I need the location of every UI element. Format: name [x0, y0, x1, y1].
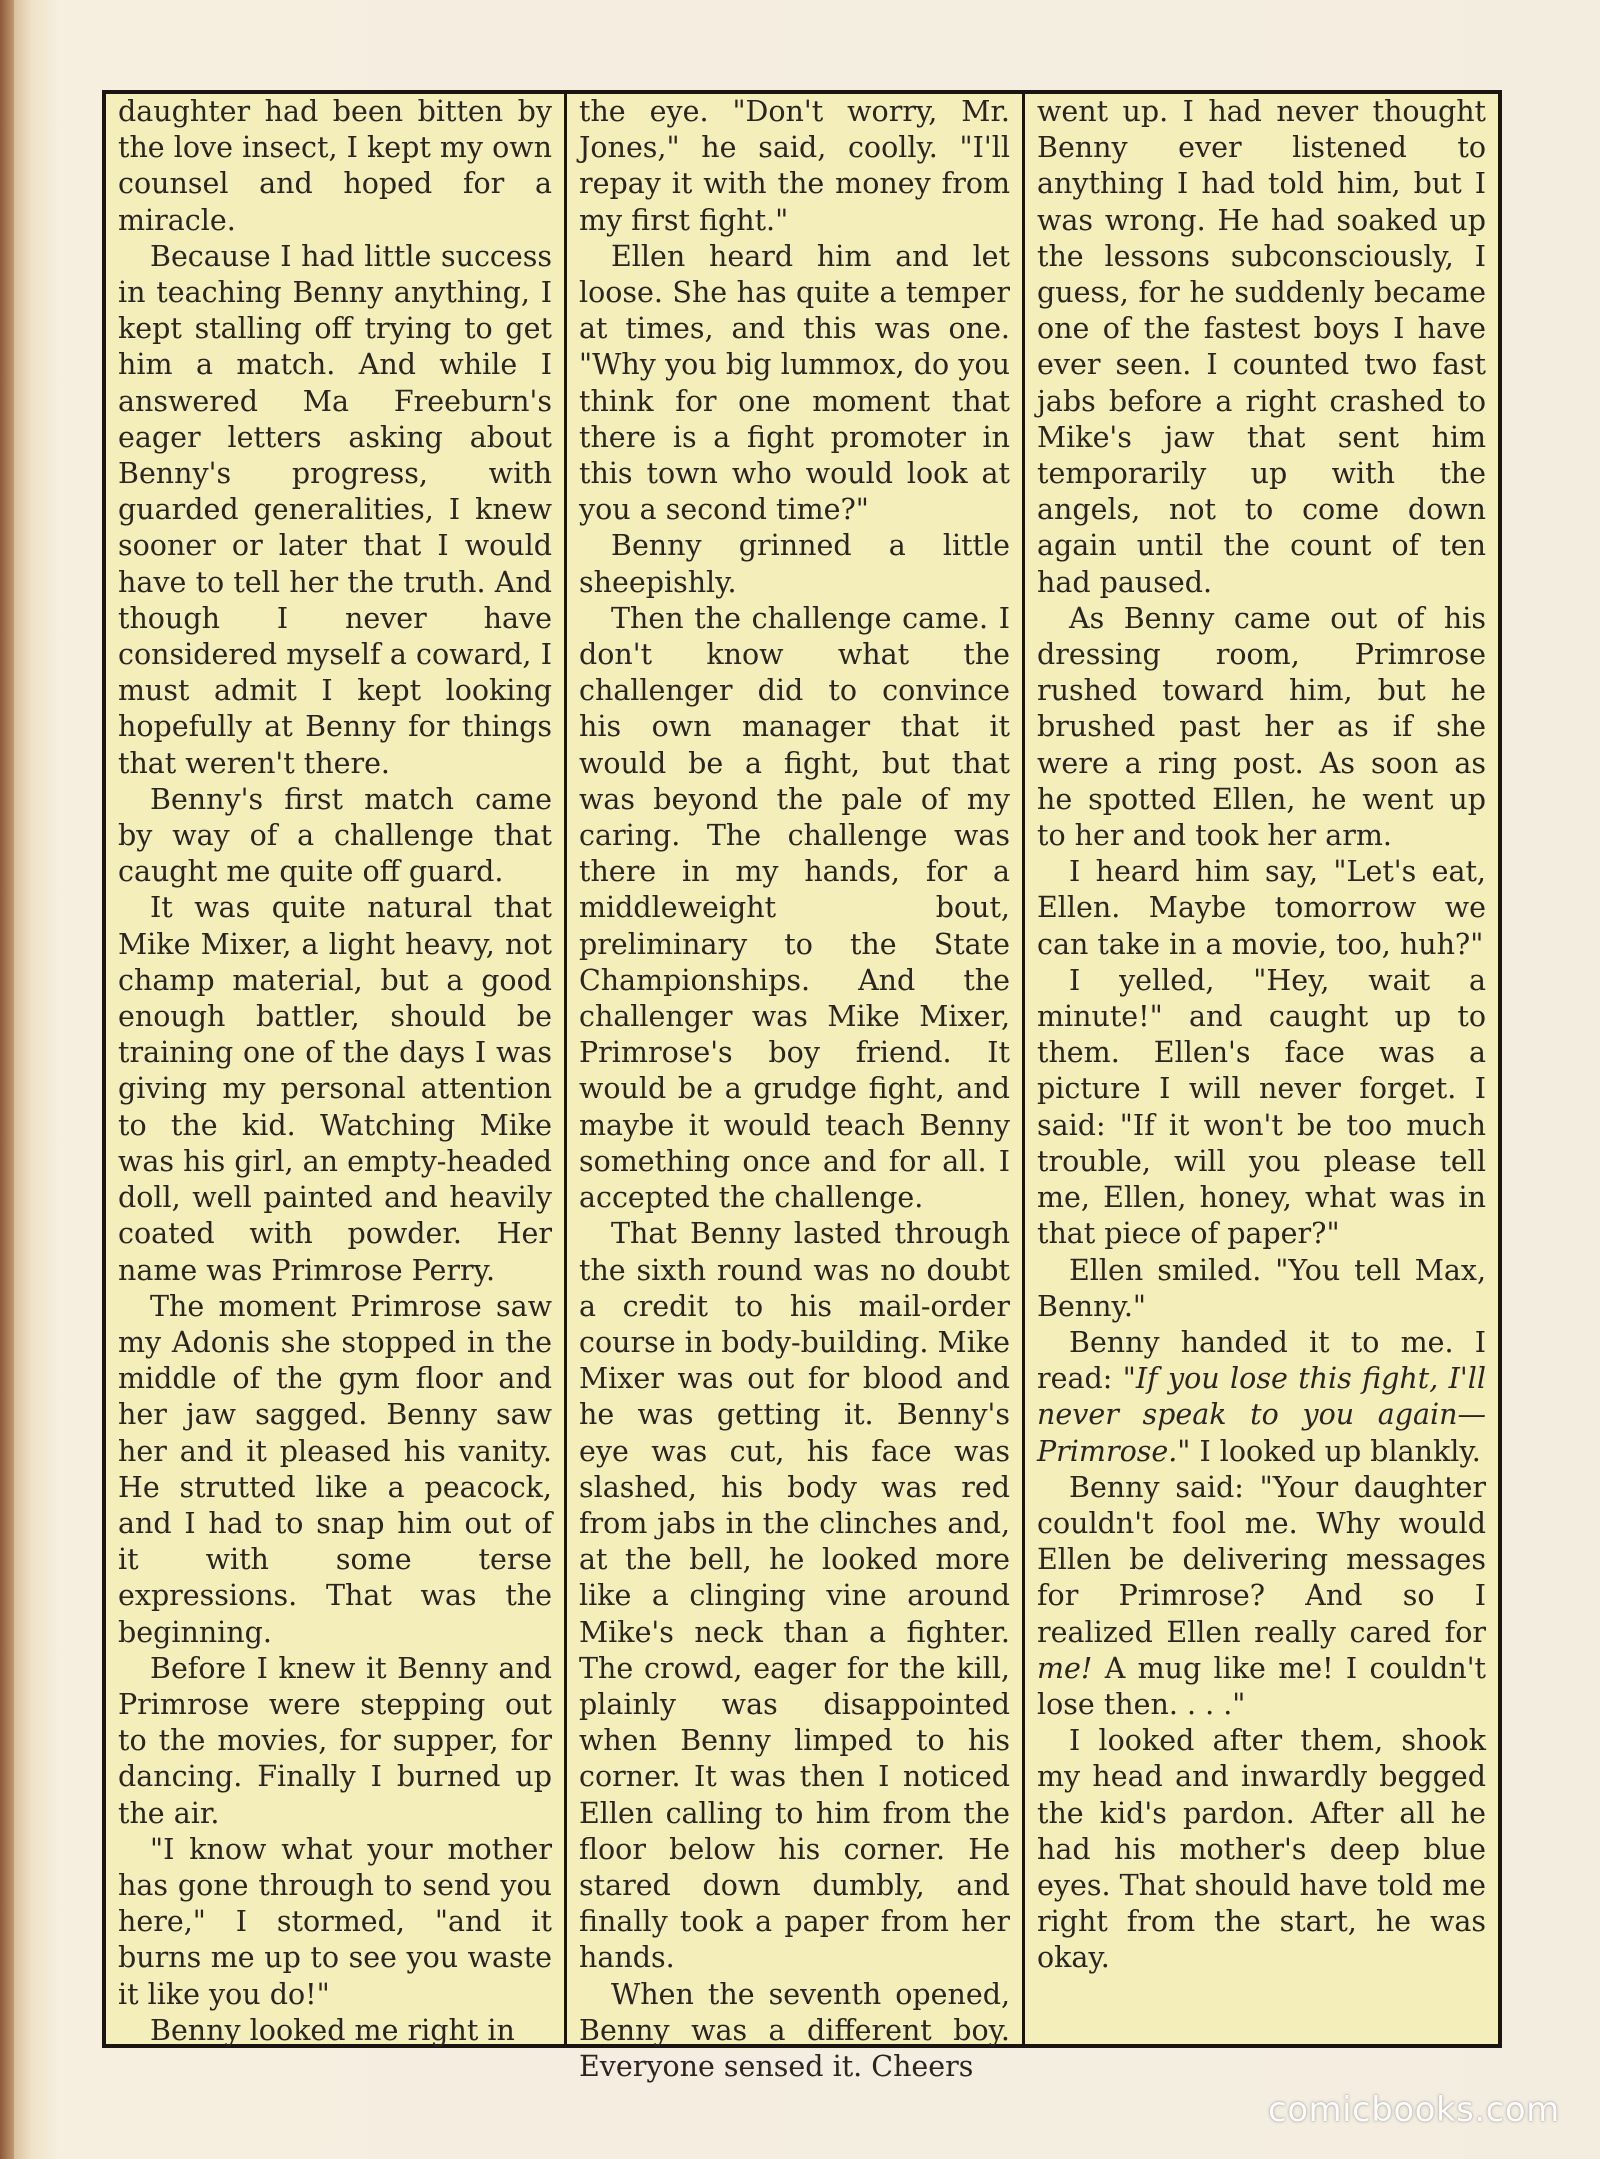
text-column-2 — [564, 94, 1022, 2083]
text-run: A mug like me! I couldn't lose then. . . ." — [1037, 1651, 1486, 1721]
paragraph: I looked after them, shook my head and inwardly begged the kid's pardon. After all he had his mother's deep blue eyes. That should have told me right from the start, he was okay. — [1037, 1724, 1486, 1975]
paragraph: I yelled, "Hey, wait a minute!" and caught up to them. Ellen's face was a picture I will never forget. I said: "If it won't be too much trouble, will you please tell me, Ellen, honey, what was in that piece of paper?" — [1037, 963, 1486, 1251]
paragraph: That Benny lasted through the sixth round was no doubt a credit to his mail-order course in body-building. Mike Mixer was out for blood and he was getting it. Benny's eye was cut, his face was slashed, his body was red from jabs in the clinches and, at the bell, he looked more like a clinging vine around Mike's neck than a fighter. The crowd, eager for the kill, plainly was disappointed when Benny limped to his corner. It was then I noticed Ellen calling to him from the floor below his corner. He stared down dumbly, and finally took a paper from her hands. — [579, 1217, 1010, 1975]
paragraph: Because I had little success in teaching Benny anything, I kept stalling off trying to get him a match. And while I answered Ma Freeburn's eager letters asking about Benny's progress, with guarded generalities, I knew sooner or later that I would have to tell her the truth. And though I never have considered myself a coward, I must admit I kept looking hopefully at Benny for things that weren't there. — [118, 239, 552, 780]
italic-text: "If you lose this fight, I'll never speak to you again—Primrose." — [1037, 1362, 1486, 1468]
paragraph: Then the challenge came. I don't know what the challenger did to convince his own manager that it would be a fight, but that was beyond the pale of my caring. The challenge was there in my hands, for a middleweight bout, preliminary to the State Championships. And the challenger was Mike Mixer, Primrose's boy friend. It would be a grudge fight, and maybe it would teach Benny something once and for all. I accepted the challenge. — [579, 601, 1010, 1215]
paragraph: Ellen smiled. "You tell Max, Benny." — [1037, 1253, 1486, 1323]
paragraph: The moment Primrose saw my Adonis she stopped in the middle of the gym floor and her jaw sagged. Benny saw her and it pleased his vanity. He strutted like a peacock, and I had to snap him out of it with some terse expressions. That was the beginning. — [118, 1289, 552, 1649]
watermark: comicbooks.com — [1268, 2090, 1560, 2130]
paragraph: Benny looked me right in — [150, 2013, 515, 2047]
text-run: I looked up blankly. — [1190, 1434, 1481, 1468]
paragraph: Benny's first match came by way of a challenge that caught me quite off guard. — [118, 782, 552, 889]
paragraph: It was quite natural that Mike Mixer, a light heavy, not champ material, but a good enough battler, should be training one of the days I was giving my personal attention to the kid. Watching Mike was his girl, an empty-headed doll, well painted and heavily coated with powder. Her name was Primrose Perry. — [118, 891, 552, 1287]
text-run: Benny handed it to me. I read: — [1037, 1325, 1486, 1396]
text-frame — [102, 90, 1502, 2083]
paragraph: Ellen heard him and let loose. She has quite a temper at times, and this was one. "Why you big lummox, do you think for one moment that there is a fight promoter in this town who would look at you a second time?" — [579, 239, 1010, 527]
paragraph: daughter had been bitten by the love insect, I kept my own counsel and hoped for a miracle. — [118, 95, 552, 237]
text-column-3 — [1022, 94, 1498, 2044]
paragraph: When the seventh opened, Benny was a different boy. Everyone sensed it. Cheers — [579, 1977, 1010, 2083]
paragraph — [1037, 1325, 1486, 1470]
paragraph: I heard him say, "Let's eat, Ellen. Maybe tomorrow we can take in a movie, too, huh?" — [1037, 855, 1486, 961]
page-spine-edge — [0, 0, 14, 2159]
paragraph: As Benny came out of his dressing room, Primrose rushed toward him, but he brushed past her as if she were a ring post. As soon as he spotted Ellen, he went up to her and took her arm. — [1037, 601, 1486, 853]
paragraph — [1037, 1470, 1486, 1723]
text-column-1 — [106, 94, 564, 2047]
italic-text: me! — [1037, 1651, 1093, 1685]
paragraph: "I know what your mother has gone through to send you here," I stormed, "and it burns me up to see you waste it like you do!" — [118, 1832, 552, 2011]
paragraph: Before I knew it Benny and Primrose were stepping out to the movies, for supper, for dancing. Finally I burned up the air. — [118, 1651, 552, 1830]
paragraph: went up. I had never thought Benny ever listened to anything I had told him, but I was wrong. He had soaked up the lessons subconsciously, I guess, for he suddenly became one of the fastest boys I have ever seen. I counted two fast jabs before a right crashed to Mike's jaw that sent him temporarily up with the angels, not to come down again until the count of ten had paused. — [1037, 95, 1486, 599]
paragraph: the eye. "Don't worry, Mr. Jones," he said, coolly. "I'll repay it with the money from my first fight." — [579, 95, 1010, 237]
text-run: Benny said: "Your daughter couldn't fool me. Why would Ellen be delivering messages for Primrose? And so I realized Ellen really cared for — [1037, 1470, 1486, 1649]
paragraph: Benny grinned a little sheepishly. — [579, 529, 1010, 599]
